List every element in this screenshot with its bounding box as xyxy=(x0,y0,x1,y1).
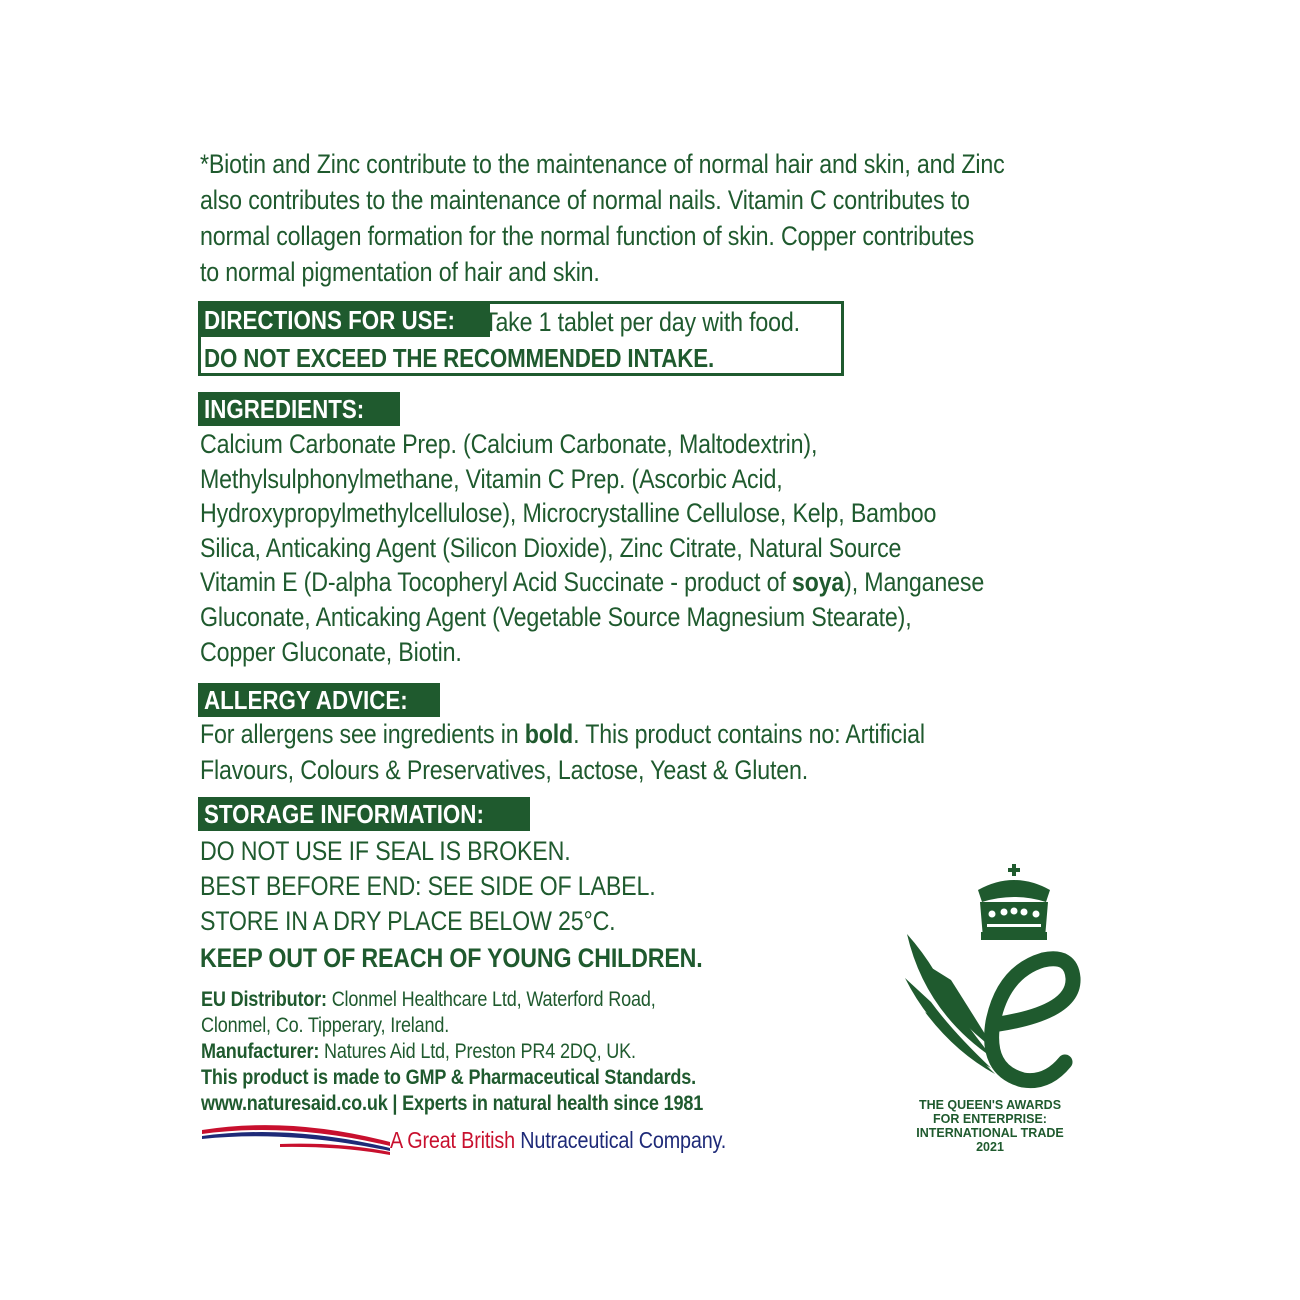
ingredients-line: Copper Gluconate, Biotin. xyxy=(200,636,462,667)
claims-line: *Biotin and Zinc contribute to the maintenance of normal hair and skin, and Zinc xyxy=(200,149,1005,179)
allergy-heading: ALLERGY ADVICE: xyxy=(198,683,440,717)
ingredients-heading: INGREDIENTS: xyxy=(198,392,400,426)
storage-line: BEST BEFORE END: SEE SIDE OF LABEL. xyxy=(200,871,656,901)
ingredients-line: Methylsulphonylmethane, Vitamin C Prep. (Ascorbic Acid, xyxy=(200,463,783,494)
website-line: www.naturesaid.co.uk | Experts in natural health since 1981 xyxy=(201,1092,704,1115)
storage-text xyxy=(200,834,703,976)
storage-heading: STORAGE INFORMATION: xyxy=(198,797,530,831)
directions-heading: DIRECTIONS FOR USE: xyxy=(198,303,490,337)
ingredients-list xyxy=(200,427,984,669)
storage-line: STORE IN A DRY PLACE BELOW 25°C. xyxy=(200,906,616,936)
tagline: A Great British Nutraceutical Company. xyxy=(390,1127,727,1153)
distributor-line: Clonmel, Co. Tipperary, Ireland. xyxy=(201,1014,450,1037)
claims-line: to normal pigmentation of hair and skin. xyxy=(200,257,600,287)
queens-award-emblem-icon xyxy=(895,862,1085,1092)
storage-warning: KEEP OUT OF REACH OF YOUNG CHILDREN. xyxy=(200,943,703,973)
allergy-line: For allergens see ingredients in bold. This product contains no: Artificial xyxy=(200,719,925,749)
distributor-line: EU Distributor: Clonmel Healthcare Ltd, Waterford Road, xyxy=(201,988,656,1011)
ingredients-line: Hydroxypropylmethylcellulose), Microcrystalline Cellulose, Kelp, Bamboo xyxy=(200,498,937,529)
ingredients-line: Vitamin E (D-alpha Tocopheryl Acid Succinate - product of soya), Manganese xyxy=(200,567,985,598)
standards-line: This product is made to GMP & Pharmaceutical Standards. xyxy=(201,1066,697,1089)
allergy-text xyxy=(200,716,925,788)
ingredients-line: Gluconate, Anticaking Agent (Vegetable Source Magnesium Stearate), xyxy=(200,601,912,632)
claims-line: normal collagen formation for the normal function of skin. Copper contributes xyxy=(200,221,975,251)
allergen-soya: soya xyxy=(791,567,845,598)
company-info xyxy=(201,987,703,1117)
bold-word: bold xyxy=(524,719,574,749)
storage-line: DO NOT USE IF SEAL IS BROKEN. xyxy=(200,836,571,866)
ingredients-line: Silica, Anticaking Agent (Silicon Dioxide), Zinc Citrate, Natural Source xyxy=(200,532,902,563)
manufacturer-line: Manufacturer: Natures Aid Ltd, Preston PR4 2DQ, UK. xyxy=(201,1040,636,1063)
directions-instruction: Take 1 tablet per day with food. xyxy=(484,307,800,337)
ingredients-line: Calcium Carbonate Prep. (Calcium Carbonate, Maltodextrin), xyxy=(200,429,818,459)
claims-line: also contributes to the maintenance of normal nails. Vitamin C contributes to xyxy=(200,185,970,215)
allergy-line: Flavours, Colours & Preservatives, Lactose, Yeast & Gluten. xyxy=(200,755,809,785)
directions-warning: DO NOT EXCEED THE RECOMMENDED INTAKE. xyxy=(204,343,715,373)
award-caption: THE QUEEN'S AWARDS FOR ENTERPRISE: INTERNATIONAL TRADE 2021 xyxy=(916,1098,1064,1154)
health-claims xyxy=(200,146,1120,290)
